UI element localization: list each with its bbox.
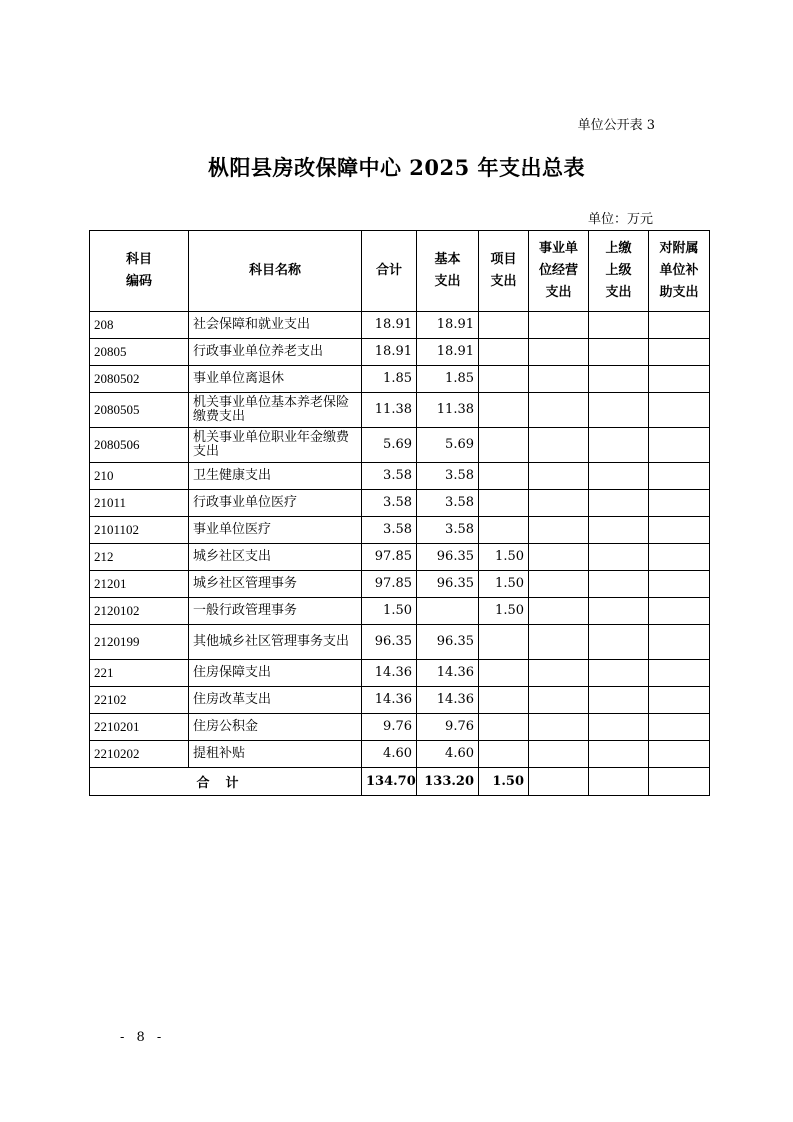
row-name: 住房保障支出 (189, 660, 362, 687)
row-total: 3.58 (362, 517, 417, 544)
header-business: 事业单 位经营 支出 (529, 231, 589, 312)
row-total: 96.35 (362, 625, 417, 660)
expenditure-table (89, 230, 710, 796)
row-code: 21201 (90, 571, 189, 598)
row-total: 9.76 (362, 714, 417, 741)
row-total: 3.58 (362, 463, 417, 490)
total-business (529, 768, 589, 796)
row-upper (589, 428, 649, 463)
row-name: 社会保障和就业支出 (189, 312, 362, 339)
row-basic: 14.36 (417, 660, 479, 687)
row-upper (589, 393, 649, 428)
row-total: 3.58 (362, 490, 417, 517)
table-row (90, 490, 710, 517)
row-total: 1.50 (362, 598, 417, 625)
header-total: 合计 (362, 231, 417, 312)
row-name: 提租补贴 (189, 741, 362, 768)
row-name: 城乡社区支出 (189, 544, 362, 571)
row-basic: 1.85 (417, 366, 479, 393)
row-name: 一般行政管理事务 (189, 598, 362, 625)
table-row (90, 463, 710, 490)
row-name: 机关事业单位基本养老保险缴费支出 (189, 393, 362, 428)
row-project (479, 687, 529, 714)
row-basic: 96.35 (417, 544, 479, 571)
header-name: 科目名称 (189, 231, 362, 312)
row-business (529, 339, 589, 366)
row-project (479, 660, 529, 687)
row-total: 18.91 (362, 312, 417, 339)
row-total: 97.85 (362, 571, 417, 598)
row-basic: 3.58 (417, 490, 479, 517)
row-subsidy (649, 517, 710, 544)
row-upper (589, 463, 649, 490)
row-basic: 4.60 (417, 741, 479, 768)
page-number: - 8 - (120, 1030, 166, 1045)
row-name: 事业单位离退休 (189, 366, 362, 393)
row-project (479, 741, 529, 768)
row-total: 18.91 (362, 339, 417, 366)
row-project (479, 625, 529, 660)
table-row (90, 741, 710, 768)
row-business (529, 714, 589, 741)
row-subsidy (649, 312, 710, 339)
row-basic (417, 598, 479, 625)
row-business (529, 544, 589, 571)
row-business (529, 571, 589, 598)
row-basic: 3.58 (417, 517, 479, 544)
row-total: 14.36 (362, 687, 417, 714)
row-upper (589, 660, 649, 687)
row-total: 14.36 (362, 660, 417, 687)
row-total: 5.69 (362, 428, 417, 463)
row-business (529, 660, 589, 687)
row-name: 住房改革支出 (189, 687, 362, 714)
row-project: 1.50 (479, 598, 529, 625)
row-project: 1.50 (479, 544, 529, 571)
table-row (90, 687, 710, 714)
row-code: 2120102 (90, 598, 189, 625)
row-code: 212 (90, 544, 189, 571)
table-row (90, 544, 710, 571)
row-total: 1.85 (362, 366, 417, 393)
row-subsidy (649, 544, 710, 571)
row-subsidy (649, 741, 710, 768)
row-upper (589, 490, 649, 517)
row-code: 2101102 (90, 517, 189, 544)
row-code: 22102 (90, 687, 189, 714)
row-upper (589, 571, 649, 598)
row-project (479, 366, 529, 393)
row-code: 2080502 (90, 366, 189, 393)
total-basic: 133.20 (417, 768, 479, 796)
row-basic: 11.38 (417, 393, 479, 428)
row-subsidy (649, 428, 710, 463)
row-upper (589, 312, 649, 339)
row-name: 行政事业单位养老支出 (189, 339, 362, 366)
row-business (529, 463, 589, 490)
table-row (90, 660, 710, 687)
row-upper (589, 339, 649, 366)
row-upper (589, 366, 649, 393)
row-subsidy (649, 463, 710, 490)
table-row (90, 339, 710, 366)
total-label: 合计 (90, 768, 362, 796)
header-code: 科目 编码 (90, 231, 189, 312)
row-basic: 5.69 (417, 428, 479, 463)
row-name: 事业单位医疗 (189, 517, 362, 544)
row-project (479, 428, 529, 463)
row-upper (589, 687, 649, 714)
row-total: 4.60 (362, 741, 417, 768)
row-project (479, 312, 529, 339)
row-code: 2210202 (90, 741, 189, 768)
row-code: 208 (90, 312, 189, 339)
row-name: 城乡社区管理事务 (189, 571, 362, 598)
row-subsidy (649, 366, 710, 393)
row-project: 1.50 (479, 571, 529, 598)
row-code: 2210201 (90, 714, 189, 741)
row-subsidy (649, 490, 710, 517)
row-upper (589, 598, 649, 625)
row-business (529, 428, 589, 463)
row-basic: 96.35 (417, 571, 479, 598)
row-project (479, 714, 529, 741)
table-row (90, 393, 710, 428)
row-subsidy (649, 393, 710, 428)
row-business (529, 598, 589, 625)
table-row (90, 625, 710, 660)
row-business (529, 312, 589, 339)
row-subsidy (649, 598, 710, 625)
row-code: 21011 (90, 490, 189, 517)
row-basic: 9.76 (417, 714, 479, 741)
row-subsidy (649, 660, 710, 687)
row-upper (589, 544, 649, 571)
row-upper (589, 714, 649, 741)
row-code: 20805 (90, 339, 189, 366)
row-total: 97.85 (362, 544, 417, 571)
row-basic: 14.36 (417, 687, 479, 714)
row-business (529, 517, 589, 544)
page-title: 枞阳县房改保障中心 2025 年支出总表 (207, 155, 586, 180)
row-upper (589, 517, 649, 544)
row-business (529, 393, 589, 428)
row-basic: 3.58 (417, 463, 479, 490)
row-name: 住房公积金 (189, 714, 362, 741)
header-project: 项目 支出 (479, 231, 529, 312)
row-subsidy (649, 714, 710, 741)
total-row (90, 768, 710, 796)
row-basic: 96.35 (417, 625, 479, 660)
table-row (90, 571, 710, 598)
table-row (90, 598, 710, 625)
row-project (479, 463, 529, 490)
row-business (529, 366, 589, 393)
header-row (90, 231, 710, 312)
row-subsidy (649, 625, 710, 660)
row-business (529, 625, 589, 660)
row-project (479, 393, 529, 428)
row-project (479, 339, 529, 366)
row-subsidy (649, 687, 710, 714)
row-name: 机关事业单位职业年金缴费支出 (189, 428, 362, 463)
row-total: 11.38 (362, 393, 417, 428)
header-upper: 上缴 上级 支出 (589, 231, 649, 312)
row-business (529, 687, 589, 714)
row-business (529, 741, 589, 768)
header-subsidy: 对附属 单位补 助支出 (649, 231, 710, 312)
row-business (529, 490, 589, 517)
table-row (90, 428, 710, 463)
table-row (90, 312, 710, 339)
row-upper (589, 741, 649, 768)
table-row (90, 714, 710, 741)
total-project: 1.50 (479, 768, 529, 796)
row-name: 其他城乡社区管理事务支出 (189, 625, 362, 660)
row-upper (589, 625, 649, 660)
unit-label: 单位：万元 (587, 212, 653, 227)
row-code: 2080506 (90, 428, 189, 463)
row-name: 卫生健康支出 (189, 463, 362, 490)
table-row (90, 366, 710, 393)
total-upper (589, 768, 649, 796)
row-project (479, 490, 529, 517)
row-name: 行政事业单位医疗 (189, 490, 362, 517)
total-subsidy (649, 768, 710, 796)
row-basic: 18.91 (417, 312, 479, 339)
row-code: 2080505 (90, 393, 189, 428)
row-basic: 18.91 (417, 339, 479, 366)
row-subsidy (649, 571, 710, 598)
form-number: 单位公开表 3 (577, 118, 655, 133)
header-basic: 基本 支出 (417, 231, 479, 312)
row-code: 2120199 (90, 625, 189, 660)
row-code: 221 (90, 660, 189, 687)
total-total: 134.70 (362, 768, 417, 796)
table-row (90, 517, 710, 544)
row-code: 210 (90, 463, 189, 490)
row-subsidy (649, 339, 710, 366)
row-project (479, 517, 529, 544)
